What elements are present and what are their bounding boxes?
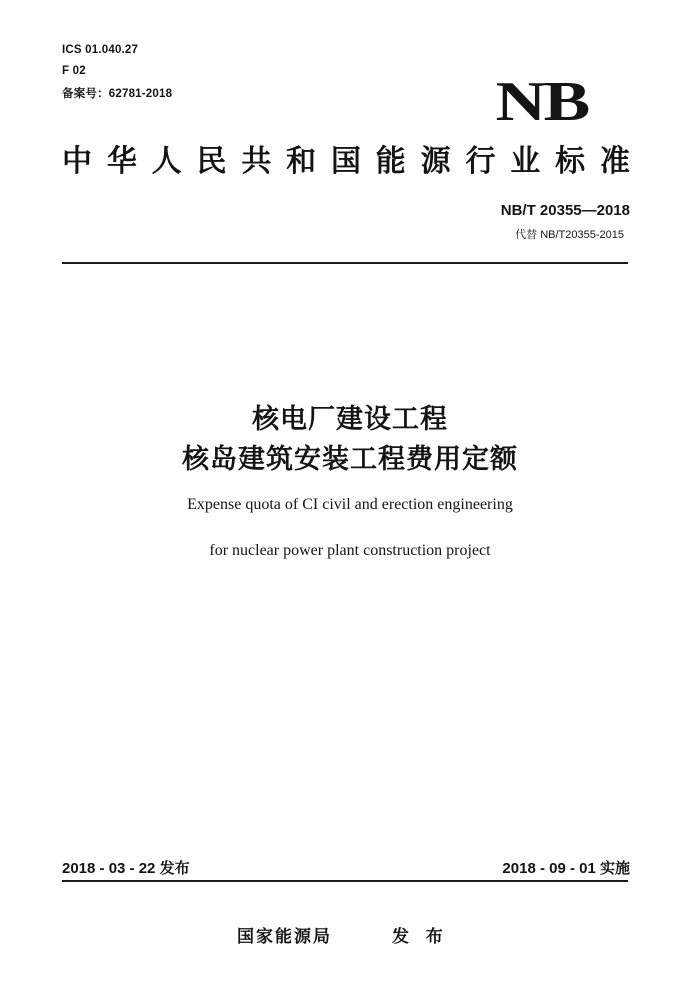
bottom-divider xyxy=(62,880,628,882)
category-char: 人 xyxy=(151,145,182,178)
category-char: 准 xyxy=(599,145,630,178)
category-char: 标 xyxy=(555,145,586,178)
title-zh-line2: 核岛建筑安装工程费用定额 xyxy=(182,444,518,474)
title-en-line1: Expense quota of CI civil and erection engineering xyxy=(187,496,513,513)
publish-verb: 发 布 xyxy=(392,927,449,946)
replaces-number: 代替 NB/T20355-2015 xyxy=(515,229,624,241)
category-char: 共 xyxy=(241,145,272,178)
category-char: 华 xyxy=(106,145,137,178)
category-char: 业 xyxy=(510,145,541,178)
category-char: 源 xyxy=(420,145,451,178)
category-char: 国 xyxy=(330,145,361,178)
issue-date: 2018 - 03 - 22 发布 xyxy=(62,860,190,877)
top-divider xyxy=(62,262,628,264)
category-char: 中 xyxy=(62,145,92,178)
title-en-line2: for nuclear power plant construction project xyxy=(209,542,491,559)
standard-number: NB/T 20355—2018 xyxy=(500,202,630,219)
standard-category xyxy=(62,143,630,181)
implement-date: 2018 - 09 - 01 实施 xyxy=(502,860,630,877)
category-char: 和 xyxy=(286,145,317,178)
category-char: 民 xyxy=(196,145,227,178)
ics-code: ICS 01.040.27 xyxy=(62,44,139,56)
category-char: 行 xyxy=(465,145,496,178)
record-number: 备案号：62781-2018 xyxy=(62,88,173,100)
publisher-name: 国家能源局 xyxy=(237,927,332,946)
nb-logo: NB xyxy=(495,71,588,133)
category-char: 能 xyxy=(375,145,406,178)
ccs-code: F 02 xyxy=(62,65,86,77)
title-zh-line1: 核电厂建设工程 xyxy=(252,404,448,434)
